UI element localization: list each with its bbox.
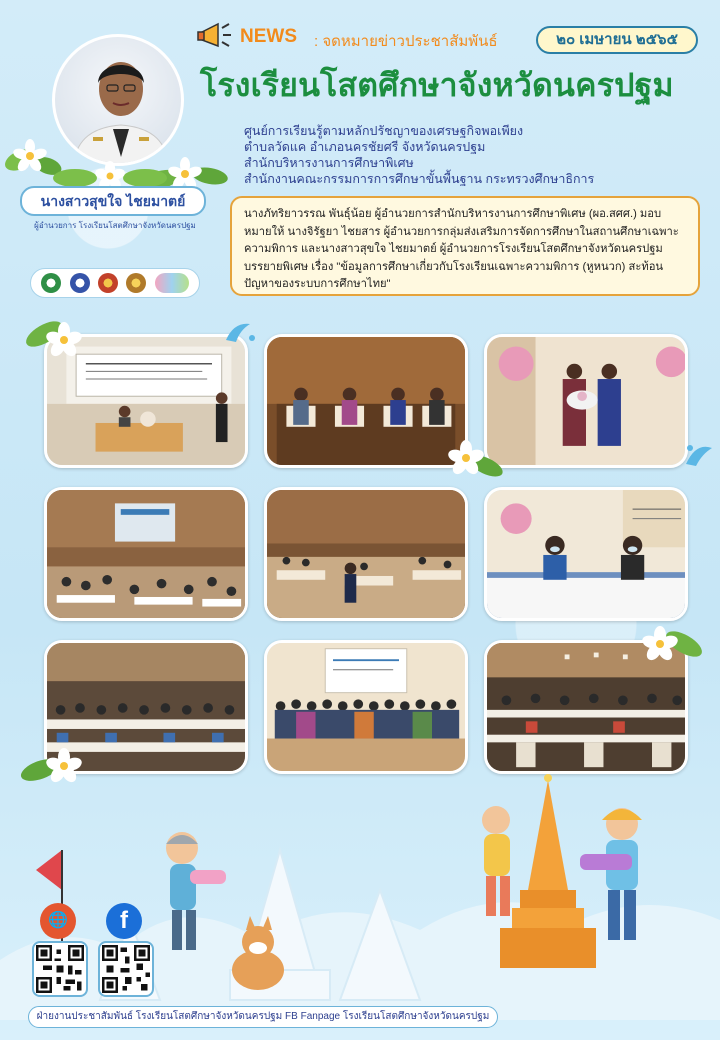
director-name-plate: นางสาวสุขใจ ไชยมาตย์	[20, 186, 206, 216]
flower-decoration-icon	[626, 614, 706, 674]
photo-hall-screen	[44, 487, 248, 621]
org-line: ตำบลวัดแค อำเภอนครชัยศรี จังหวัดนครปฐม	[244, 140, 486, 154]
school-seal-icon	[98, 273, 118, 293]
megaphone-icon	[196, 20, 234, 52]
water-splash-icon	[682, 440, 716, 470]
sign-language-logo-icon	[155, 273, 189, 293]
description-text: นางภัทริยาวรรณ พันธุ์น้อย ผู้อำนวยการสำนักบริหารงานการศึกษาพิเศษ (ผอ.สศศ.) มอบหมายให้ นางจิรัฐยา ไชยสาร ผู้อำนวยการกลุ่มส่งเสริมการจัดการศึกษาในสถานศึกษาเฉพาะความพิการ และนางสาวสุขใจ ไชยมาตย์ ผู้อำนวยการโรงเรียนโสตศึกษาจังหวัดนครปฐม บรรยายพิเศษ เรื่อง "ข้อมูลการศึกษาเกี่ยวกับโรงเรียนเฉพาะความพิการ (หูหนวก) สะท้อนปัญหาของระบบการศึกษาไทย"	[244, 208, 679, 290]
facebook-qr-code[interactable]	[100, 943, 152, 995]
photo-bouquet-presentation	[484, 334, 688, 468]
website-qr-code[interactable]	[34, 943, 86, 995]
emblem-logo-icon	[126, 273, 146, 293]
director-portrait	[52, 34, 184, 166]
director-position: ผู้อำนวยการ โรงเรียนโสตศึกษาจังหวัดนครปฐม	[34, 221, 196, 230]
footer-credit: ฝ่ายงานประชาสัมพันธ์ โรงเรียนโสตศึกษาจังหวัดนครปฐม FB Fanpage โรงเรียนโสตศึกษาจังหวัดนครปฐม	[28, 1006, 498, 1028]
flower-decoration-icon	[22, 308, 102, 368]
water-splash-icon	[222, 318, 258, 348]
org-line: ศูนย์การเรียนรู้ตามหลักปรัชญาของเศรษฐกิจพอเพียง	[244, 124, 524, 138]
ministry-logo-icon	[70, 273, 90, 293]
org-line: สำนักงานคณะกรรมการการศึกษาขั้นพื้นฐาน กระทรวงศึกษาธิการ	[244, 172, 595, 186]
news-header	[196, 18, 706, 58]
news-subtitle: : จดหมายข่าวประชาสัมพันธ์	[314, 33, 498, 50]
cartoon-girl	[482, 806, 510, 916]
photo-speakers-table	[484, 487, 688, 621]
obec-logo-icon	[41, 273, 61, 293]
organization-lines	[244, 123, 714, 187]
website-globe-icon[interactable]: 🌐	[40, 903, 76, 939]
photo-audience-tables	[264, 487, 468, 621]
news-label: NEWS	[240, 26, 297, 47]
school-title: โรงเรียนโสตศึกษาจังหวัดนครปฐม	[200, 67, 674, 103]
photo-group-photo	[264, 640, 468, 774]
flower-decoration-icon	[436, 430, 506, 490]
facebook-icon[interactable]: f	[106, 903, 142, 939]
date-badge: ๒๐ เมษายน ๒๕๖๕	[536, 26, 698, 54]
logo-strip	[30, 268, 200, 298]
description-box	[230, 196, 700, 296]
person-silhouette	[55, 37, 184, 166]
org-line: สำนักบริหารงานการศึกษาพิเศษ	[244, 156, 414, 170]
